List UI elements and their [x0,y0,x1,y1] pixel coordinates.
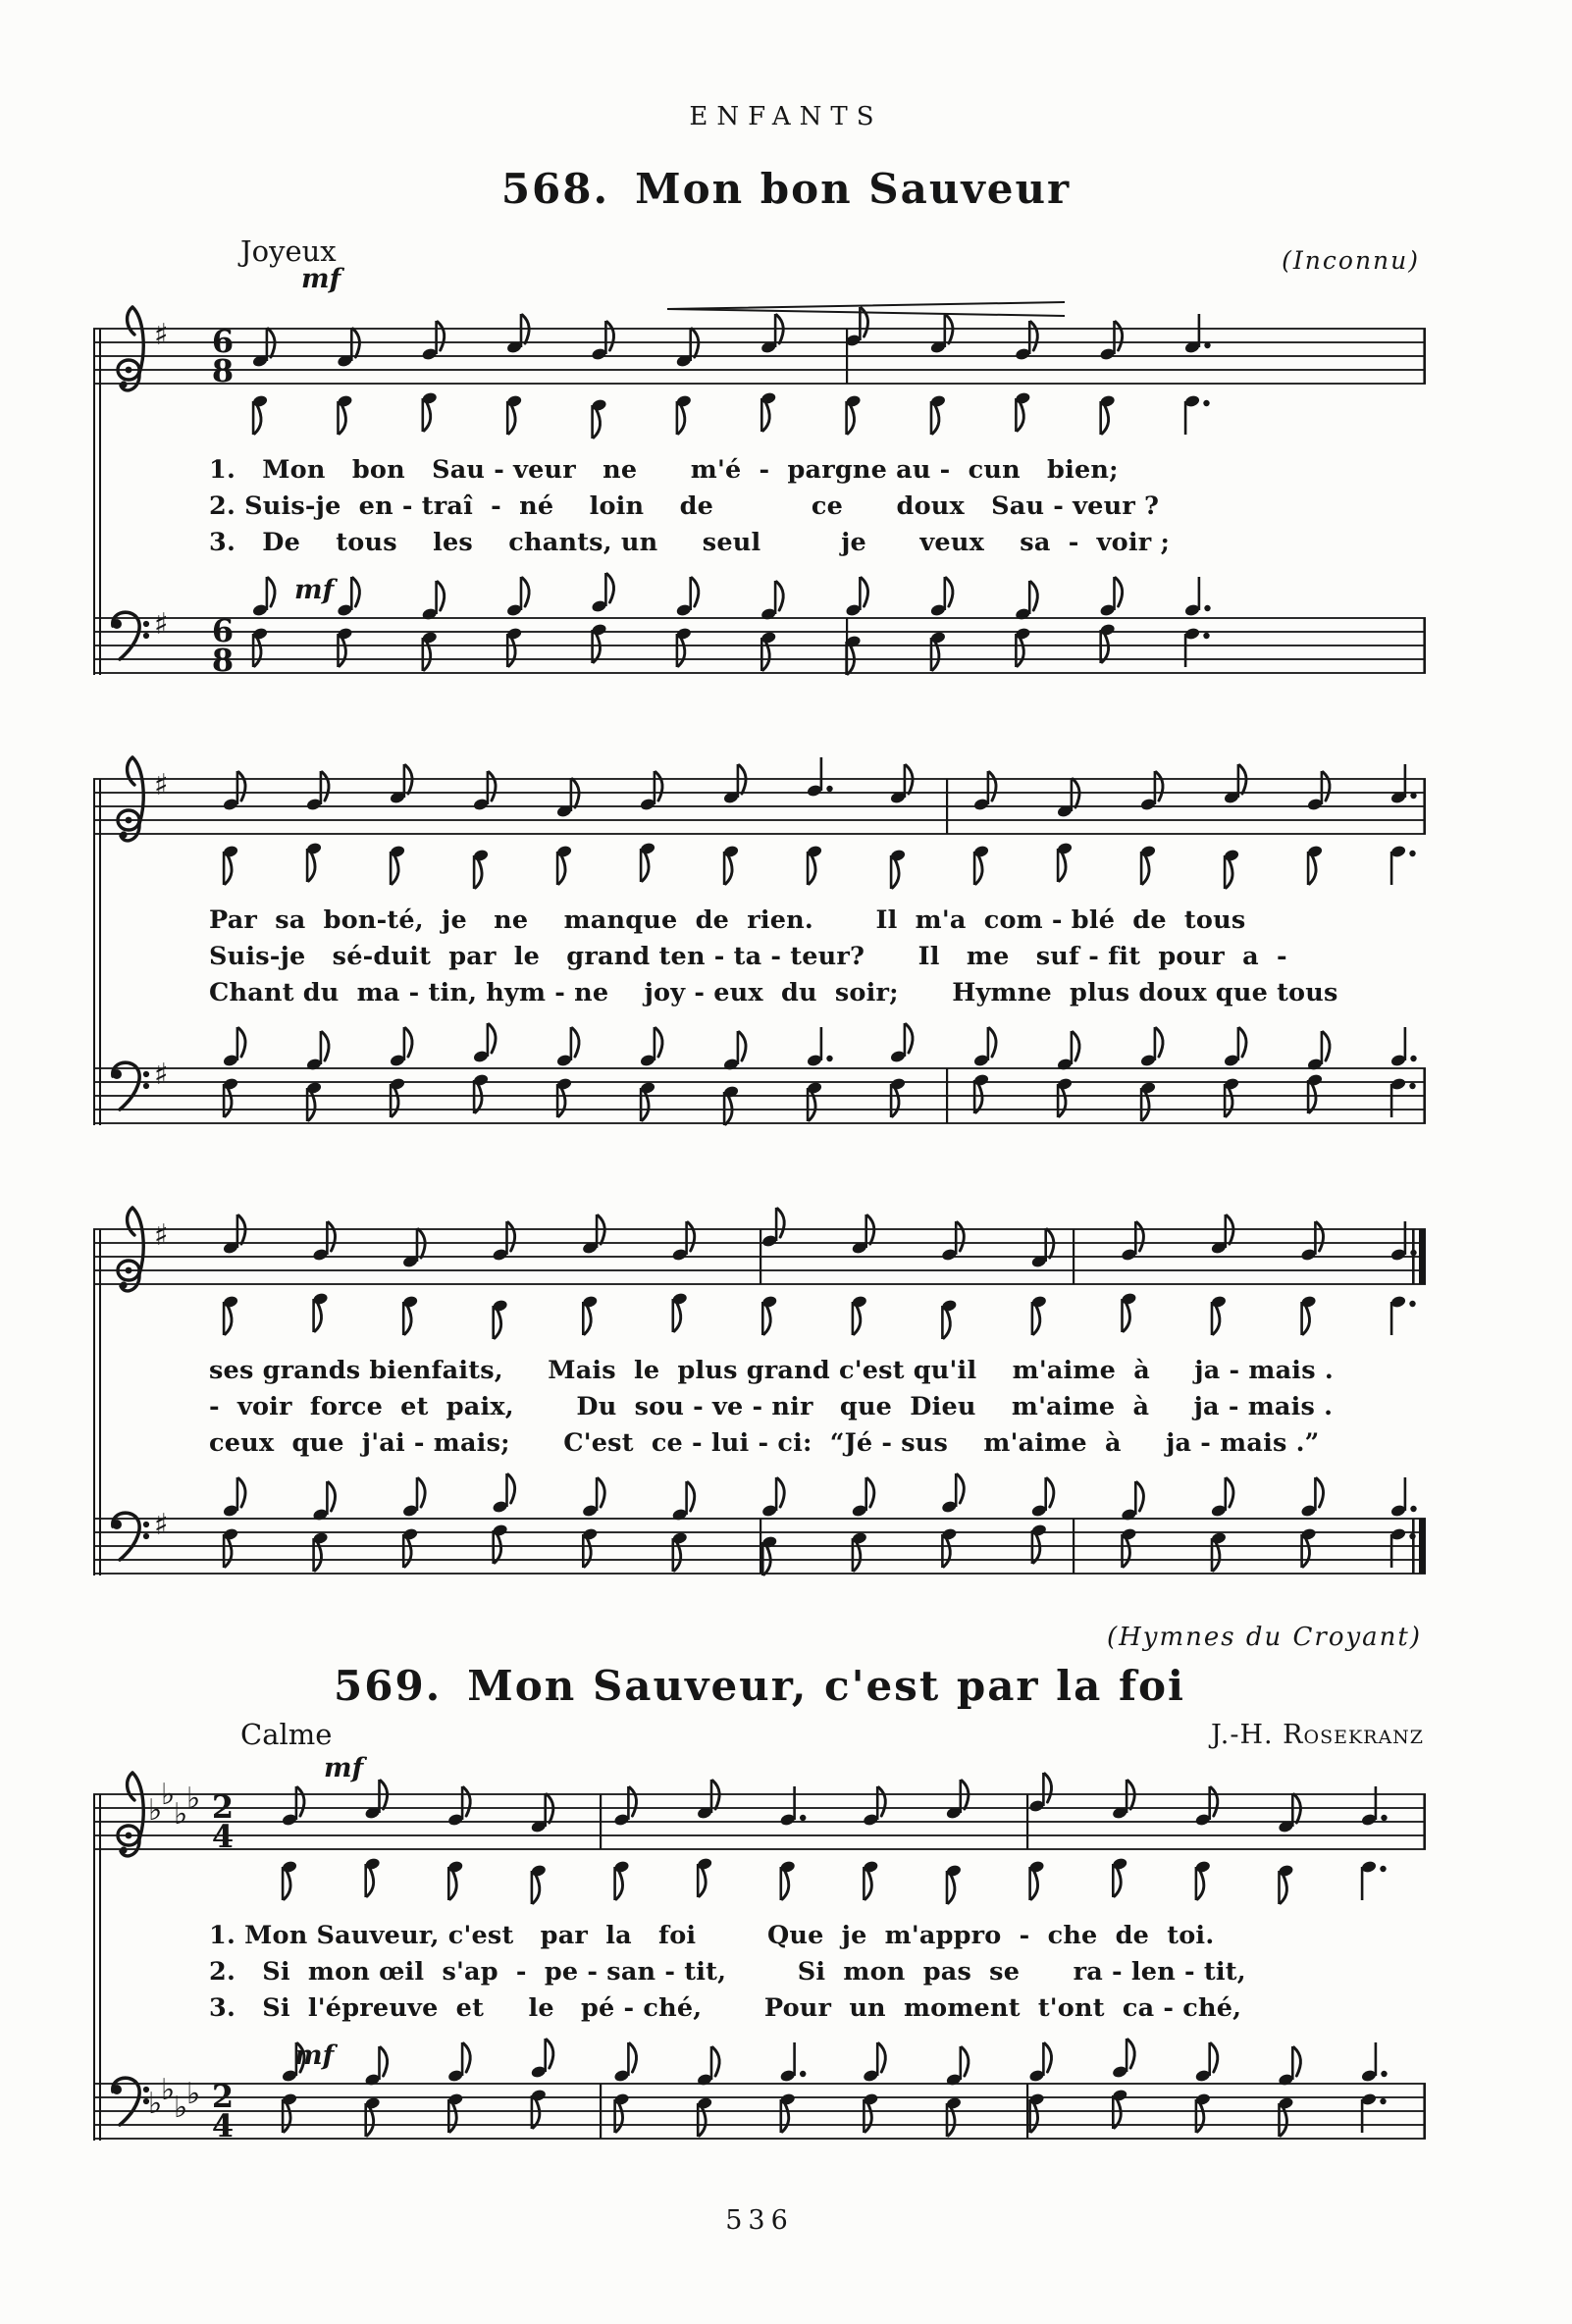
running-head: ENFANTS [689,102,883,131]
lyric-line: Suis-je sé-duit par le grand ten - ta - teur? Il me suf - fit pour a - [209,942,1287,971]
lyric-line: 1. Mon Sauveur, c'est par la foi Que je m'appro - che de toi. [209,1921,1215,1950]
hymn-568-title [0,165,1572,213]
dynamic-mf: mf [324,1753,364,1783]
lyrics-568-3 [93,1353,1426,1462]
svg-text:♭: ♭ [161,2073,176,2107]
staff-treble [93,1759,1426,1918]
tempo-marking: Joyeux [240,234,337,268]
svg-text:♭: ♭ [161,1778,176,1812]
lyric-line: ses grands bienfaits, Mais le plus grand c'est qu'il m'aime à ja - mais . [209,1356,1334,1385]
bass-staff-568-2 [93,1013,1426,1170]
svg-text:2: 2 [211,2078,235,2115]
tempo-marking: Calme [240,1718,333,1751]
lyrics-569-1 [93,1918,1426,2027]
hymn-569-number: 569. [334,1662,443,1710]
svg-text:6: 6 [211,323,235,360]
treble-staff-569-1 [93,1753,1426,1918]
music-content [93,234,1426,2236]
system-568-1-labels [93,234,1426,294]
svg-text:♯: ♯ [154,1058,169,1092]
lyric-line: 1. Mon bon Sau - veur ne m'é - pargne au - cun bien; [209,455,1119,485]
hymn-569-labels [93,1718,1426,1759]
svg-text:♯: ♯ [154,1218,169,1253]
staff-treble [93,293,1426,452]
svg-text:♯: ♯ [154,607,169,642]
lyric-line: ceux que j'ai - mais; C'est ce - lui - ci: “Jé - sus m'aime à ja - mais .” [209,1428,1320,1458]
treble-staff-568-3 [93,1194,1426,1353]
staff-bass [93,2029,1426,2186]
source-attribution: (Hymnes du Croyant) [1106,1623,1422,1652]
system-569-1 [93,1753,1426,2186]
lyric-line: 3. Si l'épreuve et le pé - ché, Pour un moment t'ont ca - ché, [209,1993,1242,2023]
lyric-line: - voir force et paix, Du sou - ve - nir que Dieu m'aime à ja - mais . [209,1392,1334,1421]
dynamic-mf: mf [294,575,335,605]
svg-text:♯: ♯ [154,768,169,802]
svg-text:♭: ♭ [186,1782,201,1816]
svg-text:4: 4 [211,1818,235,1855]
svg-text:♭: ♭ [174,2091,188,2125]
lyric-line: Chant du ma - tin, hym - ne joy - eux du soir; Hymne plus doux que tous [209,978,1338,1007]
svg-text:♭: ♭ [174,1797,188,1832]
svg-text:4: 4 [211,2107,235,2144]
svg-text:♯: ♯ [154,318,169,352]
system-568-3 [93,1194,1426,1621]
bass-staff-568-3 [93,1464,1426,1621]
lyric-line: Par sa bon-té, je ne manque de rien. Il m'a com - blé de tous [209,905,1246,935]
page-number: 536 [725,2205,794,2236]
staff-bass [93,563,1426,720]
svg-text:8: 8 [211,352,235,389]
svg-text:♭: ♭ [148,1793,163,1828]
lyrics-568-2 [93,903,1426,1011]
lyric-line: 2. Si mon œil s'ap - pe - san - tit, Si mon pas se ra - len - tit, [209,1957,1246,1987]
svg-text:♭: ♭ [186,2077,201,2111]
staff-treble [93,1194,1426,1353]
svg-text:♯: ♯ [154,1508,169,1542]
treble-staff-568-2 [93,744,1426,903]
hymn-569-title-text: Mon Sauveur, c'est par la foi [467,1662,1185,1710]
staff-bass [93,1013,1426,1170]
lyric-line: 2. Suis-je en - traî - né loin de ce doux Sau - veur ? [209,491,1160,521]
bass-staff-568-1 [93,563,1426,720]
hymn-568-number: 568. [500,165,610,213]
dynamic-mf: mf [294,2040,335,2071]
treble-staff-568-1 [93,293,1426,452]
bass-staff-569-1 [93,2029,1426,2186]
composer-name: J.-H. Rosekranz [1211,1720,1424,1750]
hymn-569-title [93,1662,1426,1710]
composer-attribution: (Inconnu) [1282,246,1420,275]
system-568-1 [93,234,1426,720]
svg-text:6: 6 [211,612,235,649]
svg-text:♭: ♭ [148,2087,163,2121]
system-568-2 [93,744,1426,1170]
lyrics-568-1 [93,452,1426,561]
dynamic-mf: mf [301,264,341,294]
svg-text:8: 8 [211,642,235,679]
hymn-568-title-text: Mon bon Sauveur [635,165,1072,213]
lyric-line: 3. De tous les chants, un seul je veux sa - voir ; [209,528,1171,557]
svg-text:2: 2 [211,1788,235,1826]
staff-treble [93,744,1426,903]
staff-bass [93,1464,1426,1621]
